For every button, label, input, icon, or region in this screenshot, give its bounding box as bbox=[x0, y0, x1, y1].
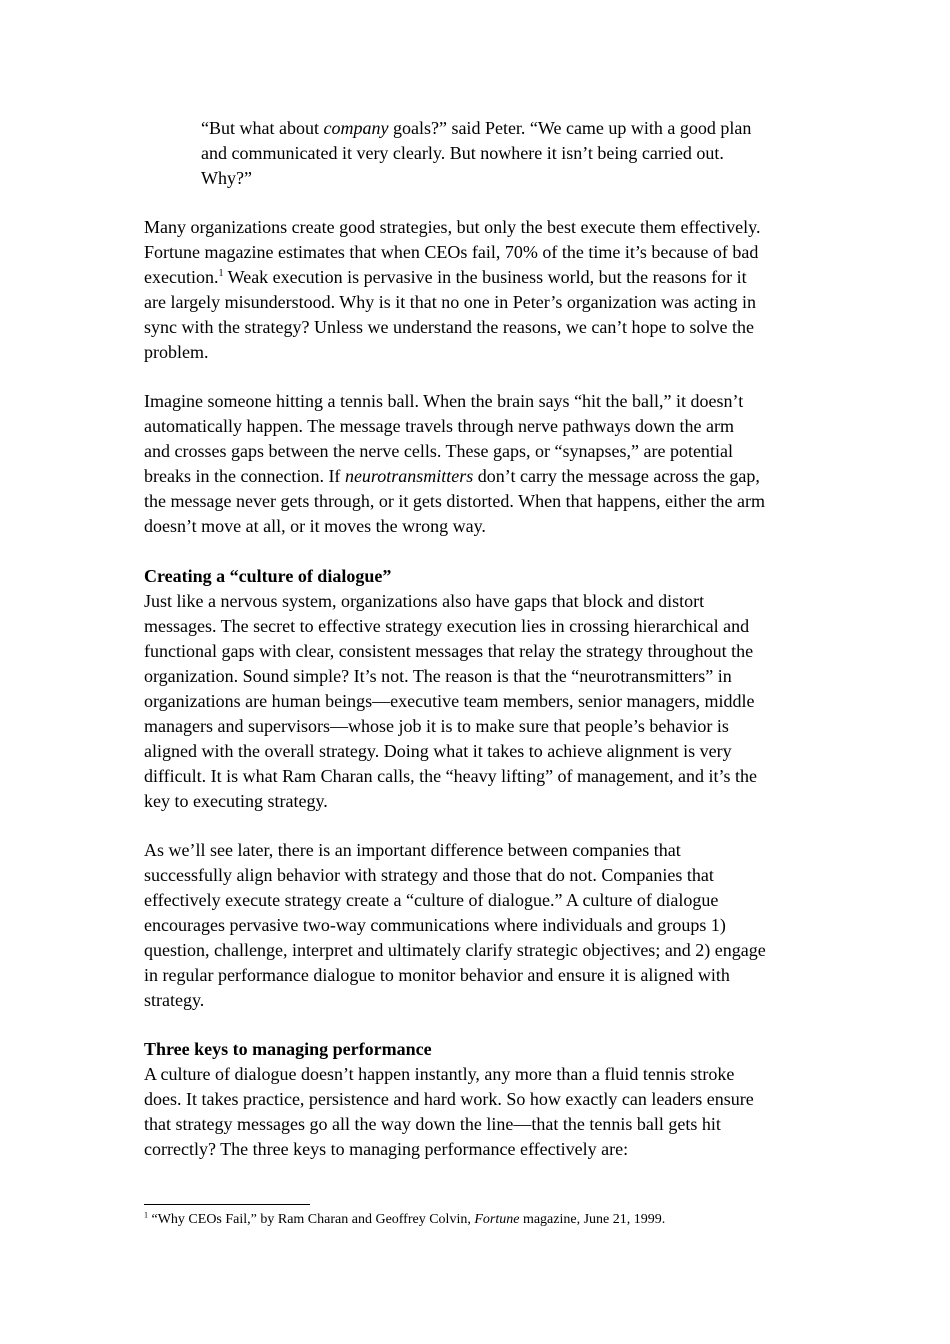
para3-line-3: functional gaps with clear, consistent messages that relay the strategy throughout the bbox=[144, 641, 754, 661]
para5-line-4: correctly? The three keys to managing performance effectively are: bbox=[144, 1139, 629, 1159]
para3-line-9: key to executing strategy. bbox=[144, 791, 328, 811]
para4-line-6: in regular performance dialogue to monitor behavior and ensure it is aligned with bbox=[144, 965, 730, 985]
footnote-divider bbox=[144, 1204, 310, 1205]
para3-line-4: organization. Sound simple? It’s not. The reason is that the “neurotransmitters” in bbox=[144, 666, 732, 686]
quote-line-3: Why?” bbox=[201, 168, 252, 188]
para1-line-5: sync with the strategy? Unless we understand the reasons, we can’t hope to solve the bbox=[144, 317, 755, 337]
para4-line-2: successfully align behavior with strategy and those that do not. Companies that bbox=[144, 865, 714, 885]
para2-line-5: the message never gets through, or it gets distorted. When that happens, either the arm bbox=[144, 491, 765, 511]
paragraph-tennis bbox=[144, 389, 812, 539]
para1-line-6: problem. bbox=[144, 342, 209, 362]
para2-line-3: and crosses gaps between the nerve cells. These gaps, or “synapses,” are potential bbox=[144, 441, 733, 461]
para1-line-1: Many organizations create good strategies, but only the best execute them effectively. bbox=[144, 217, 761, 237]
para4-line-7: strategy. bbox=[144, 990, 205, 1010]
para1-line-2: Fortune magazine estimates that when CEOs fail, 70% of the time it’s because of bad bbox=[144, 242, 759, 262]
paragraph-alignment bbox=[144, 838, 812, 1013]
section-culture bbox=[144, 564, 812, 814]
para2-line-2: automatically happen. The message travels through nerve pathways down the arm bbox=[144, 416, 734, 436]
para5-line-1: A culture of dialogue doesn’t happen instantly, any more than a fluid tennis stroke bbox=[144, 1064, 735, 1084]
para4-line-5: question, challenge, interpret and ultimately clarify strategic objectives; and 2) engage bbox=[144, 940, 766, 960]
para3-line-7: aligned with the overall strategy. Doing what it takes to achieve alignment is very bbox=[144, 741, 732, 761]
para3-line-5: organizations are human beings—executive team members, senior managers, middle bbox=[144, 691, 755, 711]
para1-line-4: are largely misunderstood. Why is it that no one in Peter’s organization was acting in bbox=[144, 292, 757, 312]
heading-three-keys: Three keys to managing performance bbox=[144, 1039, 432, 1059]
para3-line-1: Just like a nervous system, organizations also have gaps that block and distort bbox=[144, 591, 705, 611]
heading-culture-of-dialogue: Creating a “culture of dialogue” bbox=[144, 566, 392, 586]
footnote: $^1$ “Why CEOs Fail,” by Ram Charan and Geoffrey Colvin, Fortune magazine, June 21, 1999. bbox=[144, 1210, 666, 1227]
para3-line-2: messages. The secret to effective strategy execution lies in crossing hierarchical and bbox=[144, 616, 750, 636]
para5-line-2: does. It takes practice, persistence and hard work. So how exactly can leaders ensure bbox=[144, 1089, 754, 1109]
para2-line-1: Imagine someone hitting a tennis ball. When the brain says “hit the ball,” it doesn’t bbox=[144, 391, 744, 411]
quote-line-1: “But what about company goals?” said Peter. “We came up with a good plan bbox=[201, 118, 752, 138]
para2-line-4: breaks in the connection. If neurotransmitters don’t carry the message across the gap, bbox=[144, 466, 760, 486]
para3-line-8: difficult. It is what Ram Charan calls, the “heavy lifting” of management, and it’s the bbox=[144, 766, 757, 786]
para1-line-3: execution.$^1$ Weak execution is pervasive in the business world, but the reasons for it bbox=[144, 267, 747, 287]
paragraph-execution bbox=[144, 215, 812, 365]
section-three-keys bbox=[144, 1037, 812, 1162]
para4-line-3: effectively execute strategy create a “culture of dialogue.” A culture of dialogue bbox=[144, 890, 719, 910]
para4-line-1: As we’ll see later, there is an important difference between companies that bbox=[144, 840, 681, 860]
para2-line-6: doesn’t move at all, or it moves the wrong way. bbox=[144, 516, 486, 536]
para5-line-3: that strategy messages go all the way down the line—that the tennis ball gets hit bbox=[144, 1114, 721, 1134]
block-quote bbox=[201, 116, 801, 191]
quote-line-2: and communicated it very clearly. But nowhere it isn’t being carried out. bbox=[201, 143, 724, 163]
footnote-ref[interactable]: 1 bbox=[218, 268, 224, 279]
para4-line-4: encourages pervasive two-way communications where individuals and groups 1) bbox=[144, 915, 726, 935]
para3-line-6: managers and supervisors—whose job it is to make sure that people’s behavior is bbox=[144, 716, 729, 736]
